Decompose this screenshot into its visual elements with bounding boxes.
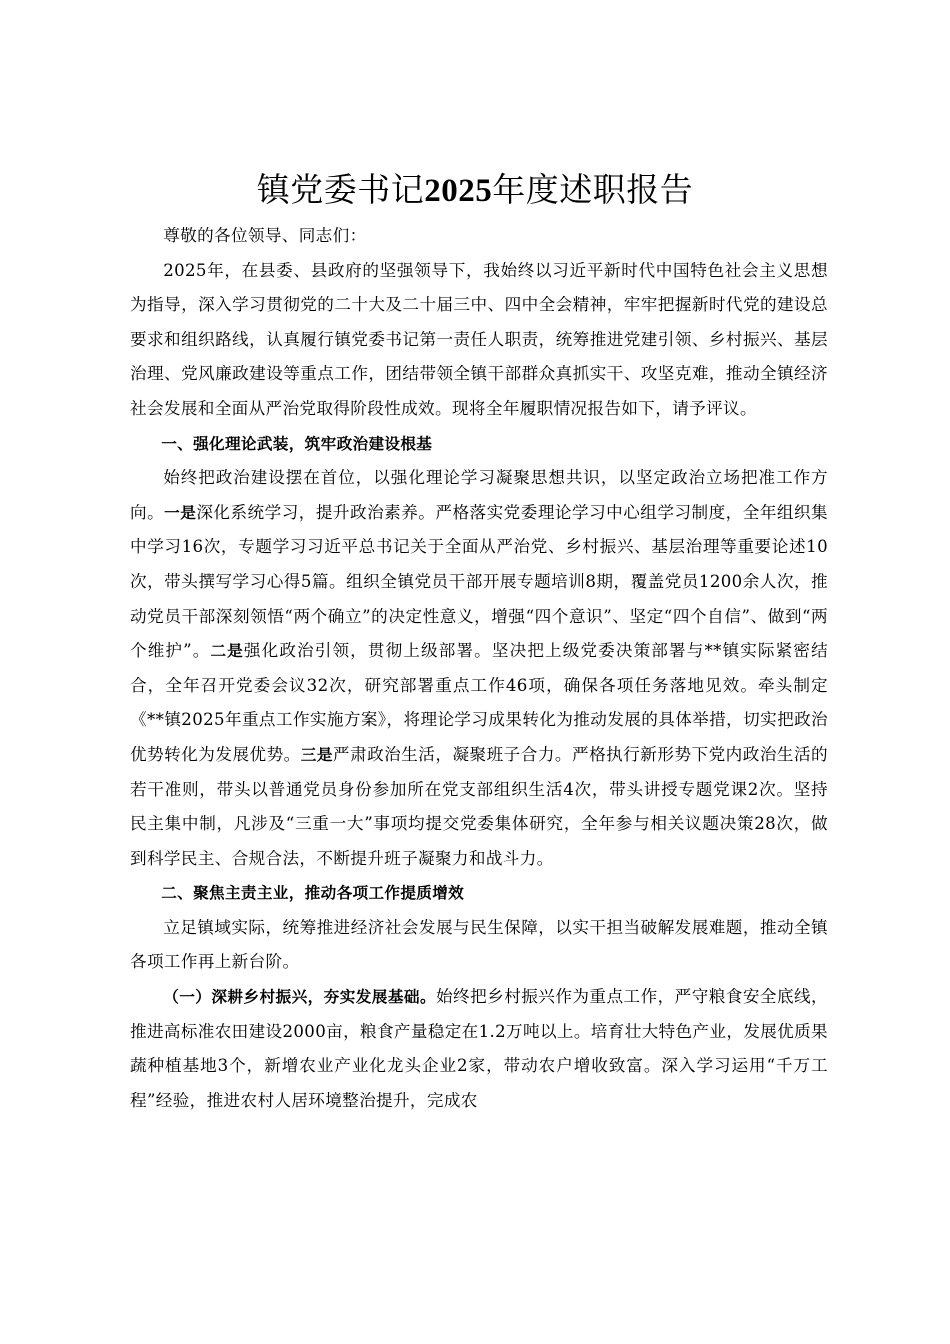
subsection-1-text: 始终把乡村振兴作为重点工作，严守粮食安全底线，推进高标准农田建设2000亩，粮食产量稳定在1.2万吨以上。培育壮大特色产业，发展优质果蔬种植基地3个，新增农业产业化龙头企业2家，带动农户增收致富。深入学习运用“千万工程”经验，推进农村人居环境整治提升，完成农: [130, 987, 828, 1110]
section-1-lead-text: 始终把政治建设摆在首位，以强化理论学习凝聚思想共识，以坚定政治立场把准工作方向。: [130, 468, 828, 522]
point-3-text: 严肃政治生活，凝聚班子合力。严格执行新形势下党内政治生活的若干准则，带头以普通党员身份参加所在党支部组织生活4次，带头讲授专题党课2次。坚持民主集中制，凡涉及“三重一大”事项均提交党委集体研究，全年参与相关议题决策28次，做到科学民主、合规合法，不断提升班子凝聚力和战斗力。: [130, 744, 828, 868]
point-2-text: 强化政治引领，贯彻上级部署。坚决把上级党委决策部署与**镇实际紧密结合，全年召开党委会议32次，研究部署重点工作46项，确保各项任务落地见效。牵头制定《**镇2025年重点工作实施方案》，将理论学习成果转化为推动发展的具体举措，切实把政治优势转化为发展优势。: [130, 641, 829, 764]
point-2-keyword: 二是: [210, 642, 244, 661]
title-text-before: 镇党委书记: [256, 170, 425, 209]
document-body: [130, 219, 828, 1118]
section-1-paragraph: [130, 461, 828, 876]
subsection-1-lead: （一）深耕乡村振兴，夯实发展基础。: [163, 988, 436, 1007]
title-year: 2025: [424, 173, 493, 209]
title-text-after: 年度述职报告: [492, 170, 694, 209]
point-3-keyword: 三是: [300, 745, 333, 764]
point-1-text: 深化系统学习，提升政治素养。严格落实党委理论学习中心组学习制度，全年组织集中学习16次，专题学习习近平总书记关于全面从严治党、乡村振兴、基层治理等重要论述10次，带头撰写学习心得5篇。组织全镇党员干部开展专题培训8期，覆盖党员1200余人次，推动党员干部深刻领悟“两个确立”的决定性意义，增强“四个意识”、坚定“四个自信”、做到“两个维护”。: [130, 502, 828, 661]
section-2-intro: 立足镇域实际，统筹推进经济社会发展与民生保障，以实干担当破解发展难题，推动全镇各项工作再上新台阶。: [130, 917, 828, 972]
salutation: 尊敬的各位领导、同志们：: [163, 226, 367, 245]
intro-paragraph: 2025年，在县委、县政府的坚强领导下，我始终以习近平新时代中国特色社会主义思想为指导，深入学习贯彻党的二十大及二十届三中、四中全会精神，牢牢把握新时代党的建设总要求和组织路线，认真履行镇党委书记第一责任人职责，统筹推进党建引领、乡村振兴、基层治理、党风廉政建设等重点工作，团结带领全镇干部群众真抓实干、攻坚克难，推动全镇经济社会发展和全面从严治党取得阶段性成效。现将全年履职情况报告如下，请予评议。: [130, 260, 828, 418]
point-1-keyword: 一是: [164, 503, 197, 522]
subsection-1-paragraph: [130, 980, 828, 1118]
section-2-heading: 二、聚焦主责主业，推动各项工作提质增效: [161, 884, 465, 903]
section-1-heading: 一、强化理论武装，筑牢政治建设根基: [161, 434, 433, 453]
document-title: [0, 168, 950, 213]
